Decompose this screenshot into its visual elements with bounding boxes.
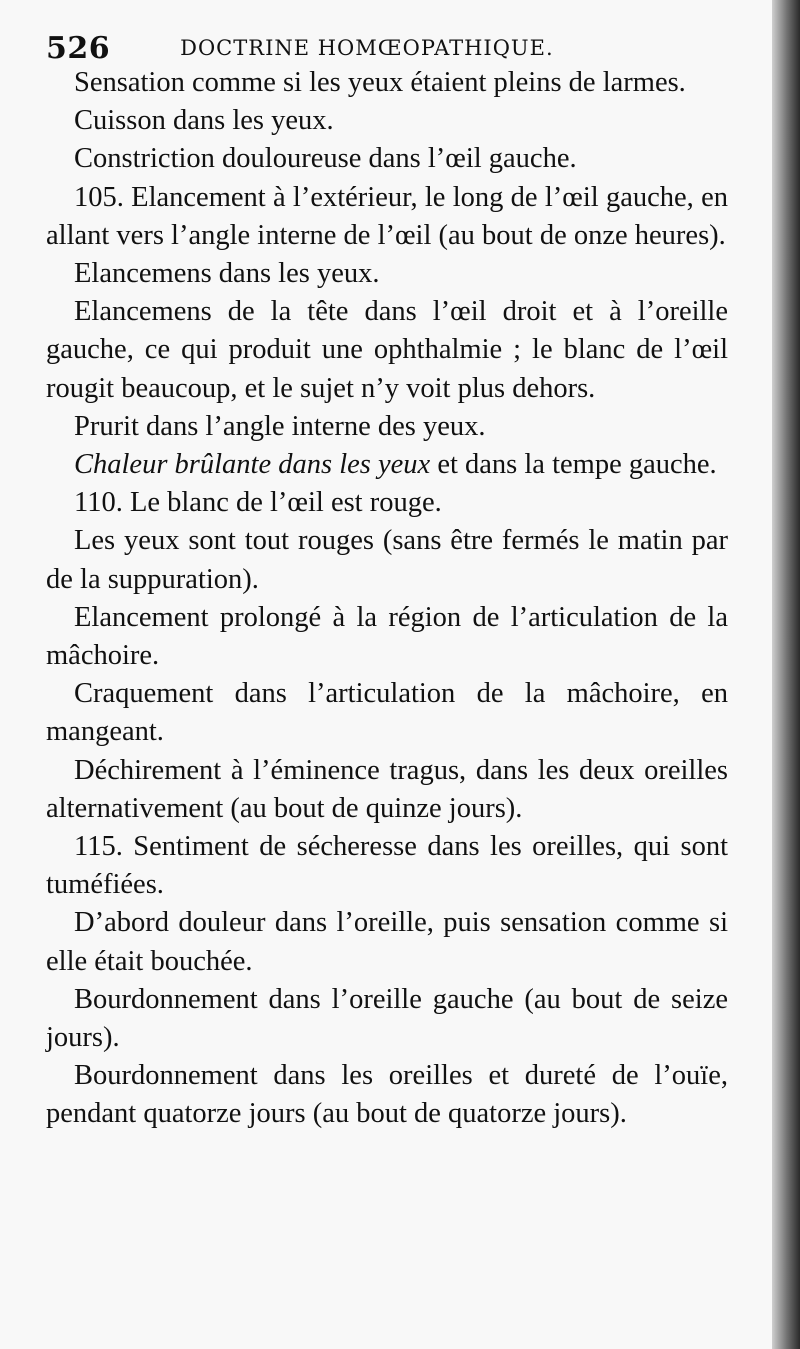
paragraph: 105. Elancement à l’extérieur, le long de l’œil gauche, en allant vers l’angle interne de l’œil (au bout de onze heures). <box>46 181 728 251</box>
paragraph: Cuisson dans les yeux. <box>74 105 334 137</box>
paragraph: 115. Sentiment de sécheresse dans les oreilles, qui sont tuméfiées. <box>46 831 728 901</box>
paragraph: Elancemens dans les yeux. <box>74 258 380 290</box>
paragraph: 110. Le blanc de l’œil est rouge. <box>74 487 442 519</box>
paragraph: Elancemens de la tête dans l’œil droit et à l’oreille gauche, ce qui produit une ophthalmie ; le blanc de l’œil rougit beaucoup, et le sujet n’y voit plus dehors. <box>46 296 728 404</box>
paragraph: Elancement prolongé à la région de l’articulation de la mâchoire. <box>46 601 728 672</box>
page-header <box>46 30 736 66</box>
paragraph: Bourdonnement dans les oreilles et dureté de l’ouïe, pendant quatorze jours (au bout de quatorze jours). <box>46 1060 728 1130</box>
body-text <box>46 64 728 1134</box>
italic-phrase: Chaleur brûlante dans les yeux <box>74 449 431 481</box>
paragraph: Déchirement à l’éminence tragus, dans les deux oreilles alternativement (au bout de quinze jours). <box>46 754 728 824</box>
page-edge-shadow <box>772 0 800 1349</box>
paragraph: Les yeux sont tout rouges (sans être fermés le matin par de la suppuration). <box>46 525 728 595</box>
paragraph: Prurit dans l’angle interne des yeux. <box>74 410 486 442</box>
paragraph: Bourdonnement dans l’oreille gauche (au bout de seize jours). <box>46 983 728 1054</box>
paragraph: Sensation comme si les yeux étaient pleins de larmes. <box>74 67 686 98</box>
paragraph: Constriction douloureuse dans l’œil gauche. <box>74 143 577 175</box>
paragraph: Craquement dans l’articulation de la mâchoire, en mangeant. <box>46 678 728 748</box>
paragraph-rest: et dans la tempe gauche. <box>430 449 717 481</box>
running-head: DOCTRINE HOMŒOPATHIQUE. <box>180 36 554 60</box>
page-number: 526 <box>46 30 111 66</box>
paragraph <box>46 446 728 484</box>
paragraph: D’abord douleur dans l’oreille, puis sensation comme si elle était bouchée. <box>46 907 728 977</box>
